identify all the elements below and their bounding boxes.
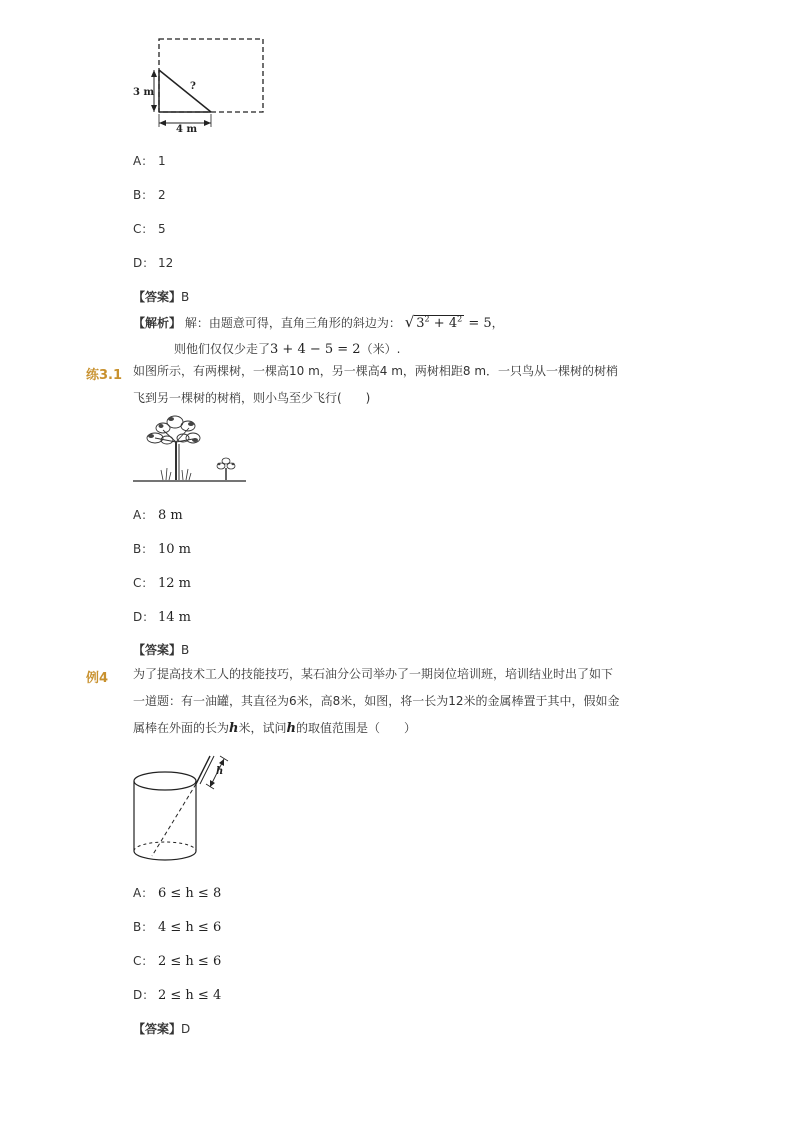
q2-text: 如图所示，有两棵树，一棵高10 m，另一棵高4 m，两树相距8 m．一只鸟从一棵树的树梢飞到另一棵树的树梢，则小鸟至少飞行( )	[133, 364, 619, 405]
q2-option-b[interactable]: B： 10 m	[133, 542, 192, 557]
q2-option-c[interactable]: C： 12 m	[133, 576, 192, 591]
q1-explanation-line2: 则他们仅仅少走了3 + 4 − 5 = 2（米）.	[174, 342, 401, 357]
q1-option-b[interactable]: B： 2	[133, 188, 166, 202]
q3-option-b[interactable]: B： 4 ≤ h ≤ 6	[133, 920, 222, 935]
q2-answer: 【答案】B	[133, 643, 190, 657]
width-label: 4 m	[176, 124, 198, 134]
q3-option-a[interactable]: A： 6 ≤ h ≤ 8	[133, 886, 222, 901]
q2-label: 练3.1	[86, 368, 123, 383]
q3-text: 为了提高技术工人的技能技巧，某石油分公司举办了一期岗位培训班，培训结业时出了如下一道题：有一油罐，其直径为6米，高8米，如图，将一长为12米的金属棒置于其中，假如金属棒在外面的长为h米，试问h的取值范围是（ ）	[133, 667, 620, 736]
q2-option-a[interactable]: A： 8 m	[133, 508, 183, 523]
sqrt-expression: √ $3^2 + 4^2 = 5$	[404, 313, 492, 331]
question-mark: ?	[190, 81, 196, 92]
rod-length-label: h	[216, 766, 224, 777]
figure-cylinder	[128, 738, 248, 868]
q3-label: 例4	[86, 671, 109, 686]
q1-option-a[interactable]: A： 1	[133, 154, 166, 168]
q3-answer: 【答案】D	[133, 1022, 191, 1036]
q3-option-d[interactable]: D： 2 ≤ h ≤ 4	[133, 988, 222, 1003]
q2-option-d[interactable]: D： 14 m	[133, 610, 192, 625]
figure-trees	[133, 412, 248, 484]
height-label: 3 m	[133, 87, 155, 98]
q1-option-d[interactable]: D： 12	[133, 256, 174, 270]
q1-answer: 【答案】B	[133, 290, 190, 304]
q1-explanation-line1: 【解析】 解：由题意可得，直角三角形的斜边为： √ $3^2 + 4^2 = 5$，	[133, 313, 504, 331]
q3-option-c[interactable]: C： 2 ≤ h ≤ 6	[133, 954, 222, 969]
figure-triangle-rectangle	[128, 34, 273, 134]
q1-option-c[interactable]: C： 5	[133, 222, 166, 236]
